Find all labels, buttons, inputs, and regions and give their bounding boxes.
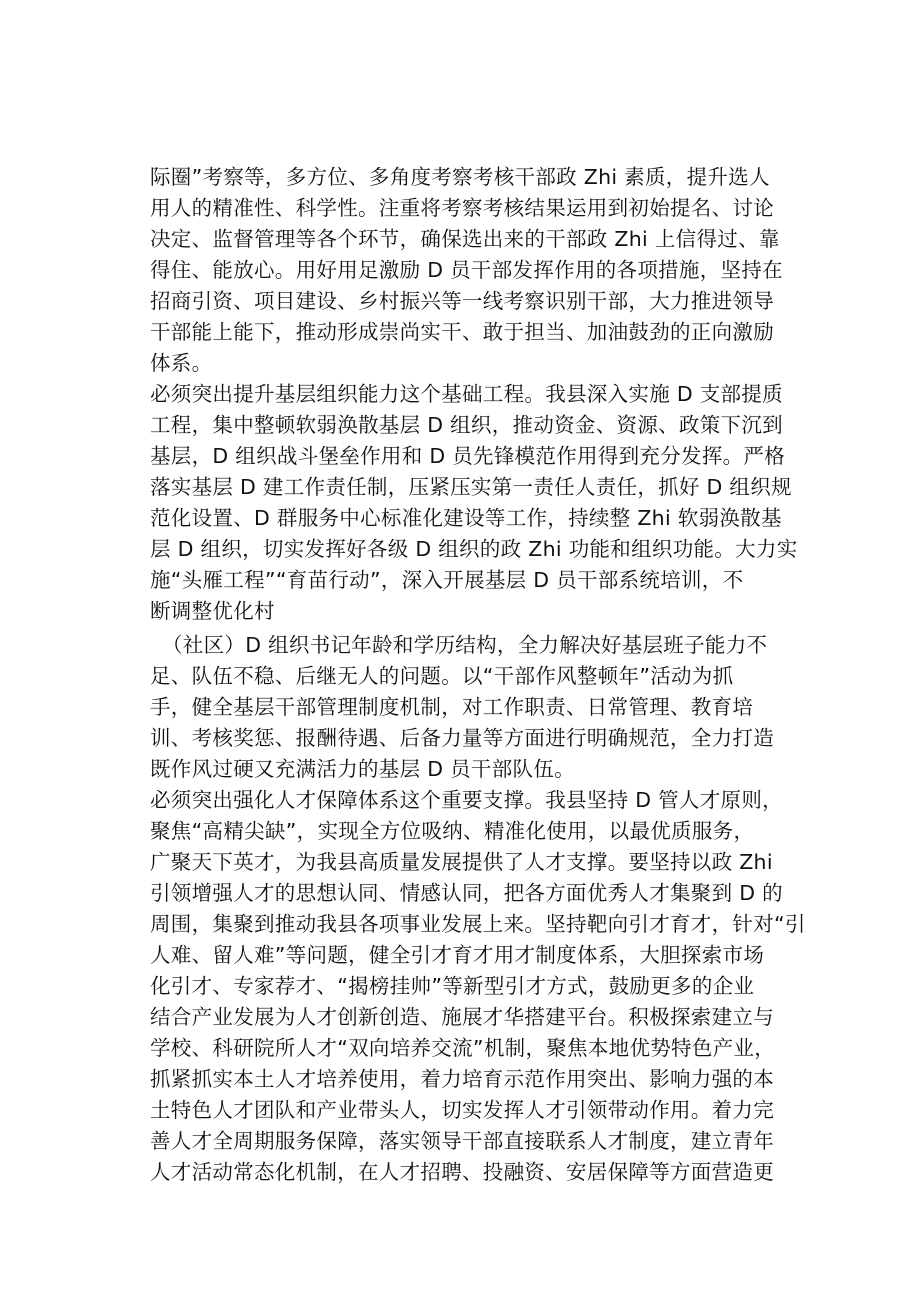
text-line: 土特色人才团队和产业带头人，切实发挥人才引领带动作用。着力完 xyxy=(150,1098,774,1122)
text-line: 结合产业发展为人才创新创造、施展才华搭建平台。积极探索建立与 xyxy=(150,1005,774,1029)
text-line: 必须突出强化人才保障体系这个重要支撑。我县坚持 D 管人才原则， xyxy=(150,788,783,812)
text-line: 工程，集中整顿软弱涣散基层 D 组织，推动资金、资源、政策下沉到 xyxy=(150,413,783,437)
text-line: 范化设置、D 群服务中心标准化建设等工作，持续整 Zhi 软弱涣散基 xyxy=(150,506,782,530)
text-line: 广聚天下英才，为我县高质量发展提供了人才支撑。要坚持以政 Zhi xyxy=(150,850,773,874)
text-line: 人难、留人难”等问题，健全引才育才用才制度体系，大胆探索市场 xyxy=(150,943,765,967)
text-line: 际圈”考察等，多方位、多角度考察考核干部政 Zhi 素质，提升选人 xyxy=(150,165,770,189)
text-line: 断调整优化村 xyxy=(150,599,275,623)
text-line: 体系。 xyxy=(150,351,213,375)
text-line: 必须突出提升基层组织能力这个基础工程。我县深入实施 D 支部提质 xyxy=(150,382,783,406)
text-line: （社区）D 组织书记年龄和学历结构，全力解决好基层班子能力不 xyxy=(162,633,768,657)
text-line: 得住、能放心。用好用足激励 D 员干部发挥作用的各项措施，坚持在 xyxy=(150,258,783,282)
text-line: 干部能上能下，推动形成崇尚实干、敢于担当、加油鼓劲的正向激励 xyxy=(150,320,774,344)
text-line: 人才活动常态化机制，在人才招聘、投融资、安居保障等方面营造更 xyxy=(150,1160,774,1184)
text-line: 决定、监督管理等各个环节，确保选出来的干部政 Zhi 上信得过、靠 xyxy=(150,227,780,251)
text-line: 招商引资、项目建设、乡村振兴等一线考察识别干部，大力推进领导 xyxy=(150,289,774,313)
text-line: 训、考核奖惩、报酬待遇、后备力量等方面进行明确规范，全力打造 xyxy=(150,726,774,750)
text-line: 手，健全基层干部管理制度机制，对工作职责、日常管理、教育培 xyxy=(150,695,754,719)
text-line: 基层，D 组织战斗堡垒作用和 D 员先锋模范作用得到充分发挥。严格 xyxy=(150,444,786,468)
text-line: 引领增强人才的思想认同、情感认同，把各方面优秀人才集聚到 D 的 xyxy=(150,881,783,905)
text-line: 用人的精准性、科学性。注重将考察考核结果运用到初始提名、讨论 xyxy=(150,196,774,220)
text-line: 学校、科研院所人才“双向培养交流”机制，聚焦本地优势特色产业， xyxy=(150,1036,776,1060)
text-line: 周围，集聚到推动我县各项事业发展上来。坚持靶向引才育才，针对“引 xyxy=(150,912,806,936)
text-line: 层 D 组织，切实发挥好各级 D 组织的政 Zhi 功能和组织功能。大力实 xyxy=(150,537,798,561)
text-line: 善人才全周期服务保障，落实领导干部直接联系人才制度，建立青年 xyxy=(150,1129,774,1153)
text-line: 抓紧抓实本土人才培养使用，着力培育示范作用突出、影响力强的本 xyxy=(150,1067,774,1091)
text-line: 既作风过硬又充满活力的基层 D 员干部队伍。 xyxy=(150,757,575,781)
text-line: 化引才、专家荐才、“揭榜挂帅”等新型引才方式，鼓励更多的企业 xyxy=(150,974,755,998)
text-line: 落实基层 D 建工作责任制，压紧压实第一责任人责任，抓好 D 组织规 xyxy=(150,475,792,499)
text-line: 施“头雁工程”“育苗行动”，深入开展基层 D 员干部系统培训，不 xyxy=(150,568,744,592)
text-line: 聚焦“高精尖缺”，实现全方位吸纳、精准化使用，以最优质服务， xyxy=(150,819,755,843)
text-line: 足、队伍不稳、后继无人的问题。以“干部作风整顿年”活动为抓 xyxy=(150,664,734,688)
